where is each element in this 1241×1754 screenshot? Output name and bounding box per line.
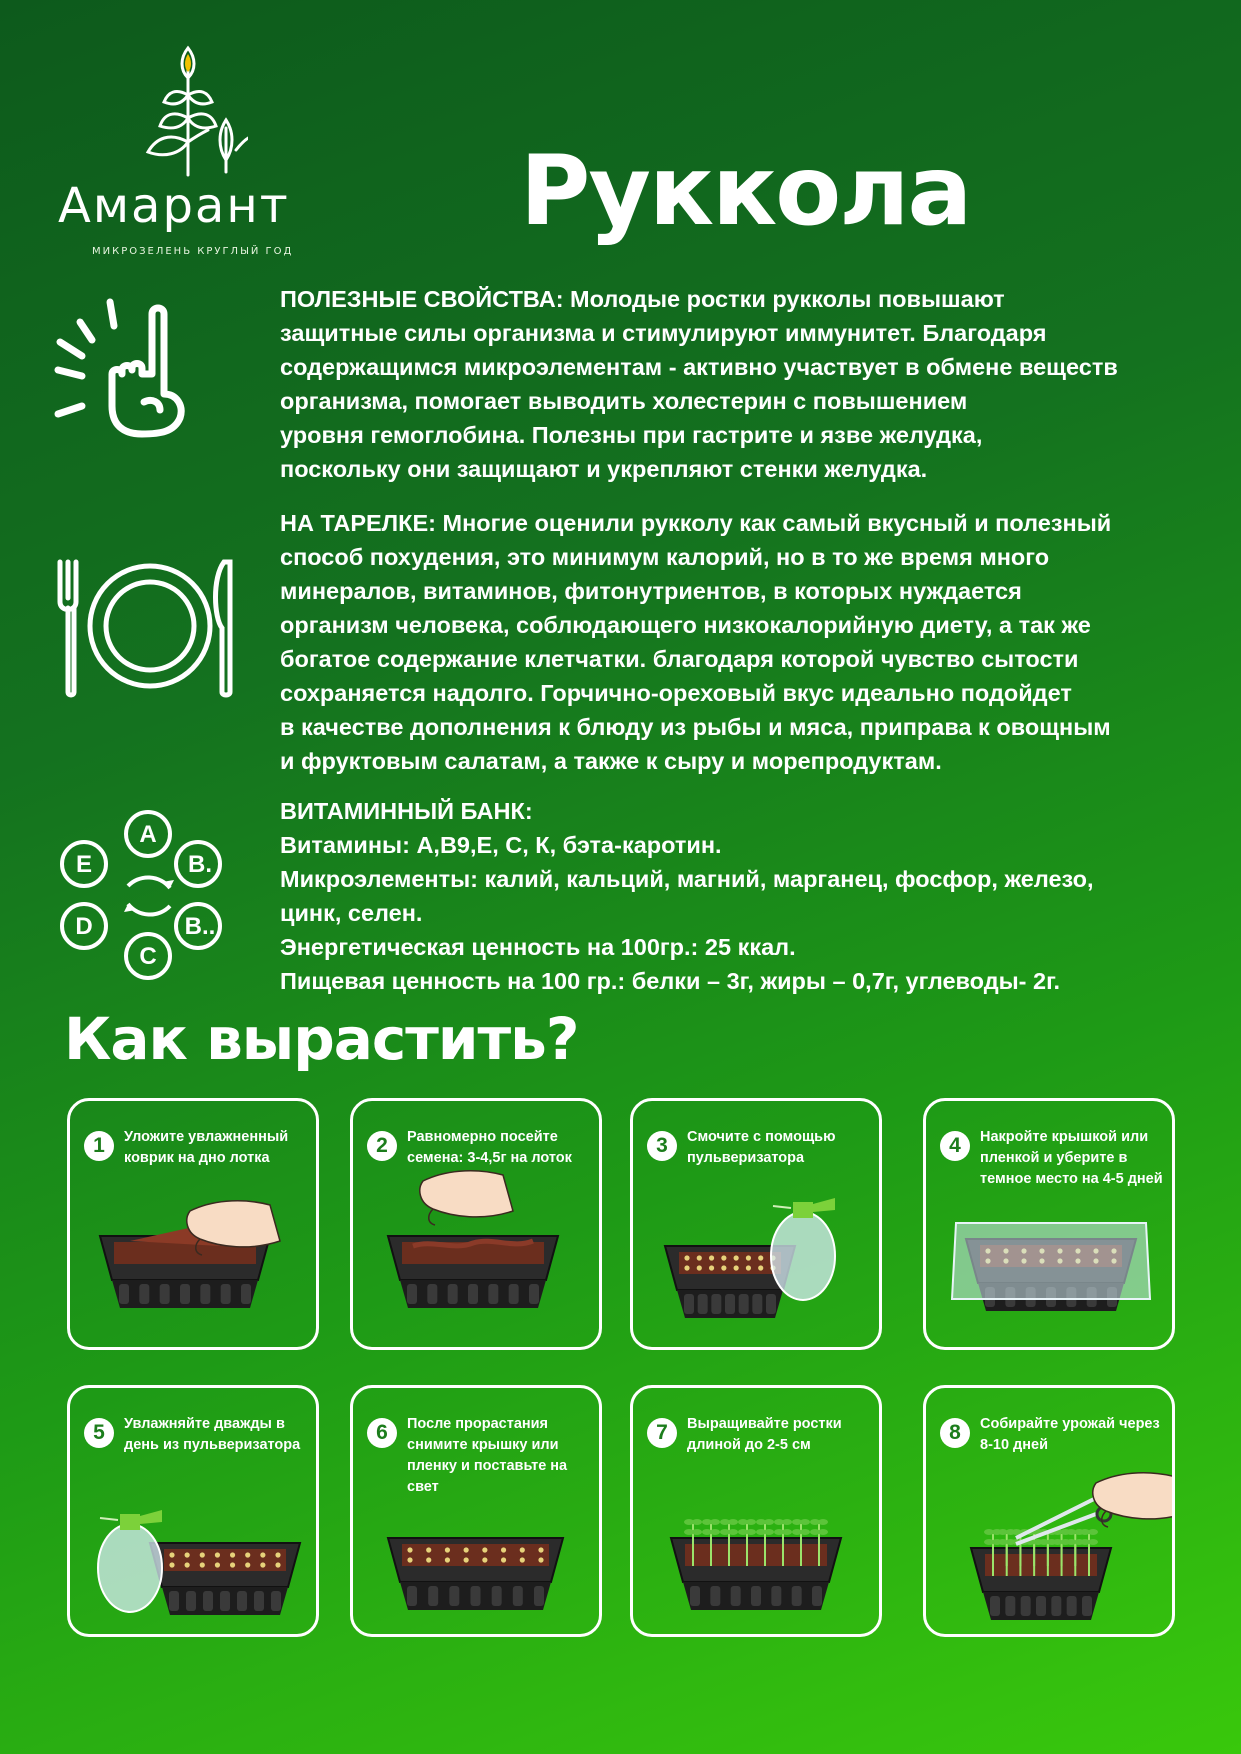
vitamin-letter: D bbox=[75, 913, 93, 940]
plate-line: богатое содержание клетчатки. благодаря которой чувство сытости bbox=[280, 646, 1079, 672]
how-to-grow-title: Как вырастить? bbox=[64, 1005, 579, 1073]
step-text: Уложите увлажненный коврик на дно лотка bbox=[124, 1129, 289, 1166]
brand-tagline: МИКРОЗЕЛЕНЬ КРУГЛЫЙ ГОД bbox=[92, 246, 294, 257]
vitamins-line: Витамины: А,В9,Е, С, К, бэта-каротин. bbox=[280, 832, 722, 858]
vitamins-line: Пищевая ценность на 100 гр.: белки – 3г, жиры – 0,7г, углеводы- 2г. bbox=[280, 968, 1061, 994]
plate-line: НА ТАРЕЛКЕ: Многие оценили рукколу как самый вкусный и полезный bbox=[280, 510, 1112, 536]
plate-line: сохраняется надолго. Горчично-ореховый вкус идеально подойдет bbox=[280, 680, 1072, 706]
step-card bbox=[350, 1385, 602, 1637]
step-text: Накройте крышкой или пленкой и уберите в темное место на 4-5 дней bbox=[980, 1129, 1163, 1187]
vitamins-line: Энергетическая ценность на 100гр.: 25 ккал. bbox=[280, 934, 796, 960]
step-text: Увлажняйте дважды в день из пульверизатора bbox=[124, 1416, 301, 1453]
wheat-logo-icon bbox=[128, 40, 248, 180]
vitamin-letter: E bbox=[75, 851, 93, 878]
pointing-hand-icon bbox=[52, 294, 222, 464]
step-text: Собирайте урожай через 8-10 дней bbox=[980, 1416, 1160, 1453]
fork-plate-knife-icon bbox=[56, 558, 240, 698]
step-card bbox=[923, 1385, 1175, 1637]
step-card bbox=[630, 1098, 882, 1350]
step-card bbox=[630, 1385, 882, 1637]
step-number: 4 bbox=[940, 1131, 970, 1161]
benefits-line: поскольку они защищают и укрепляют стенки желудка. bbox=[280, 456, 928, 482]
plate-line: в качестве дополнения к блюду из рыбы и мяса, приправа к овощным bbox=[280, 714, 1111, 740]
vitamins-line: Микроэлементы: калий, кальций, магний, марганец, фосфор, железо, bbox=[280, 866, 1094, 892]
vitamin-letter: A bbox=[139, 821, 157, 848]
vitamins-line: цинк, селен. bbox=[280, 900, 423, 926]
step-card bbox=[350, 1098, 602, 1350]
step-card bbox=[923, 1098, 1175, 1350]
step-card bbox=[67, 1385, 319, 1637]
benefits-text bbox=[280, 282, 1210, 486]
step-text: Смочите с помощью пульверизатора bbox=[687, 1129, 836, 1166]
step-text: Равномерно посейте семена: 3-4,5г на лоток bbox=[407, 1129, 572, 1166]
vitamin-letter: B.. bbox=[184, 913, 216, 940]
step-card bbox=[67, 1098, 319, 1350]
vitamins-circle-icon bbox=[58, 810, 238, 990]
brand-name: Амарант bbox=[58, 178, 290, 234]
page-title: Руккола bbox=[520, 135, 971, 247]
vitamin-letter: B. bbox=[188, 851, 212, 878]
step-number: 8 bbox=[940, 1418, 970, 1448]
benefits-line: организма, помогает выводить холестерин с повышением bbox=[280, 388, 968, 414]
brand-logo bbox=[58, 40, 318, 260]
benefits-line: защитные силы организма и стимулируют иммунитет. Благодаря bbox=[280, 320, 1047, 346]
plate-line: минералов, витаминов, фитонутриентов, в которых нуждается bbox=[280, 578, 1022, 604]
plate-line: способ похудения, это минимум калорий, но в то же время много bbox=[280, 544, 1050, 570]
plate-text bbox=[280, 506, 1210, 778]
step-number: 7 bbox=[647, 1418, 677, 1448]
benefits-line: уровня гемоглобина. Полезны при гастрите и язве желудка, bbox=[280, 422, 983, 448]
vitamins-line: ВИТАМИННЫЙ БАНК: bbox=[280, 798, 533, 824]
plate-line: организм человека, соблюдающего низкокалорийную диету, а так же bbox=[280, 612, 1091, 638]
step-number: 2 bbox=[367, 1131, 397, 1161]
step-number: 3 bbox=[647, 1131, 677, 1161]
benefits-line: содержащимся микроэлементам - активно участвует в обмене веществ bbox=[280, 354, 1118, 380]
step-text: Выращивайте ростки длиной до 2-5 см bbox=[687, 1416, 842, 1453]
vitamin-letter: C bbox=[139, 943, 157, 970]
step-number: 5 bbox=[84, 1418, 114, 1448]
benefits-line: ПОЛЕЗНЫЕ СВОЙСТВА: Молодые ростки рукколы повышают bbox=[280, 286, 1005, 312]
step-number: 6 bbox=[367, 1418, 397, 1448]
plate-line: и фруктовым салатам, а также к сыру и морепродуктам. bbox=[280, 748, 942, 774]
step-number: 1 bbox=[84, 1131, 114, 1161]
step-text: После прорастания снимите крышку или пленку и поставьте на свет bbox=[407, 1416, 568, 1495]
vitamins-text bbox=[280, 794, 1210, 998]
